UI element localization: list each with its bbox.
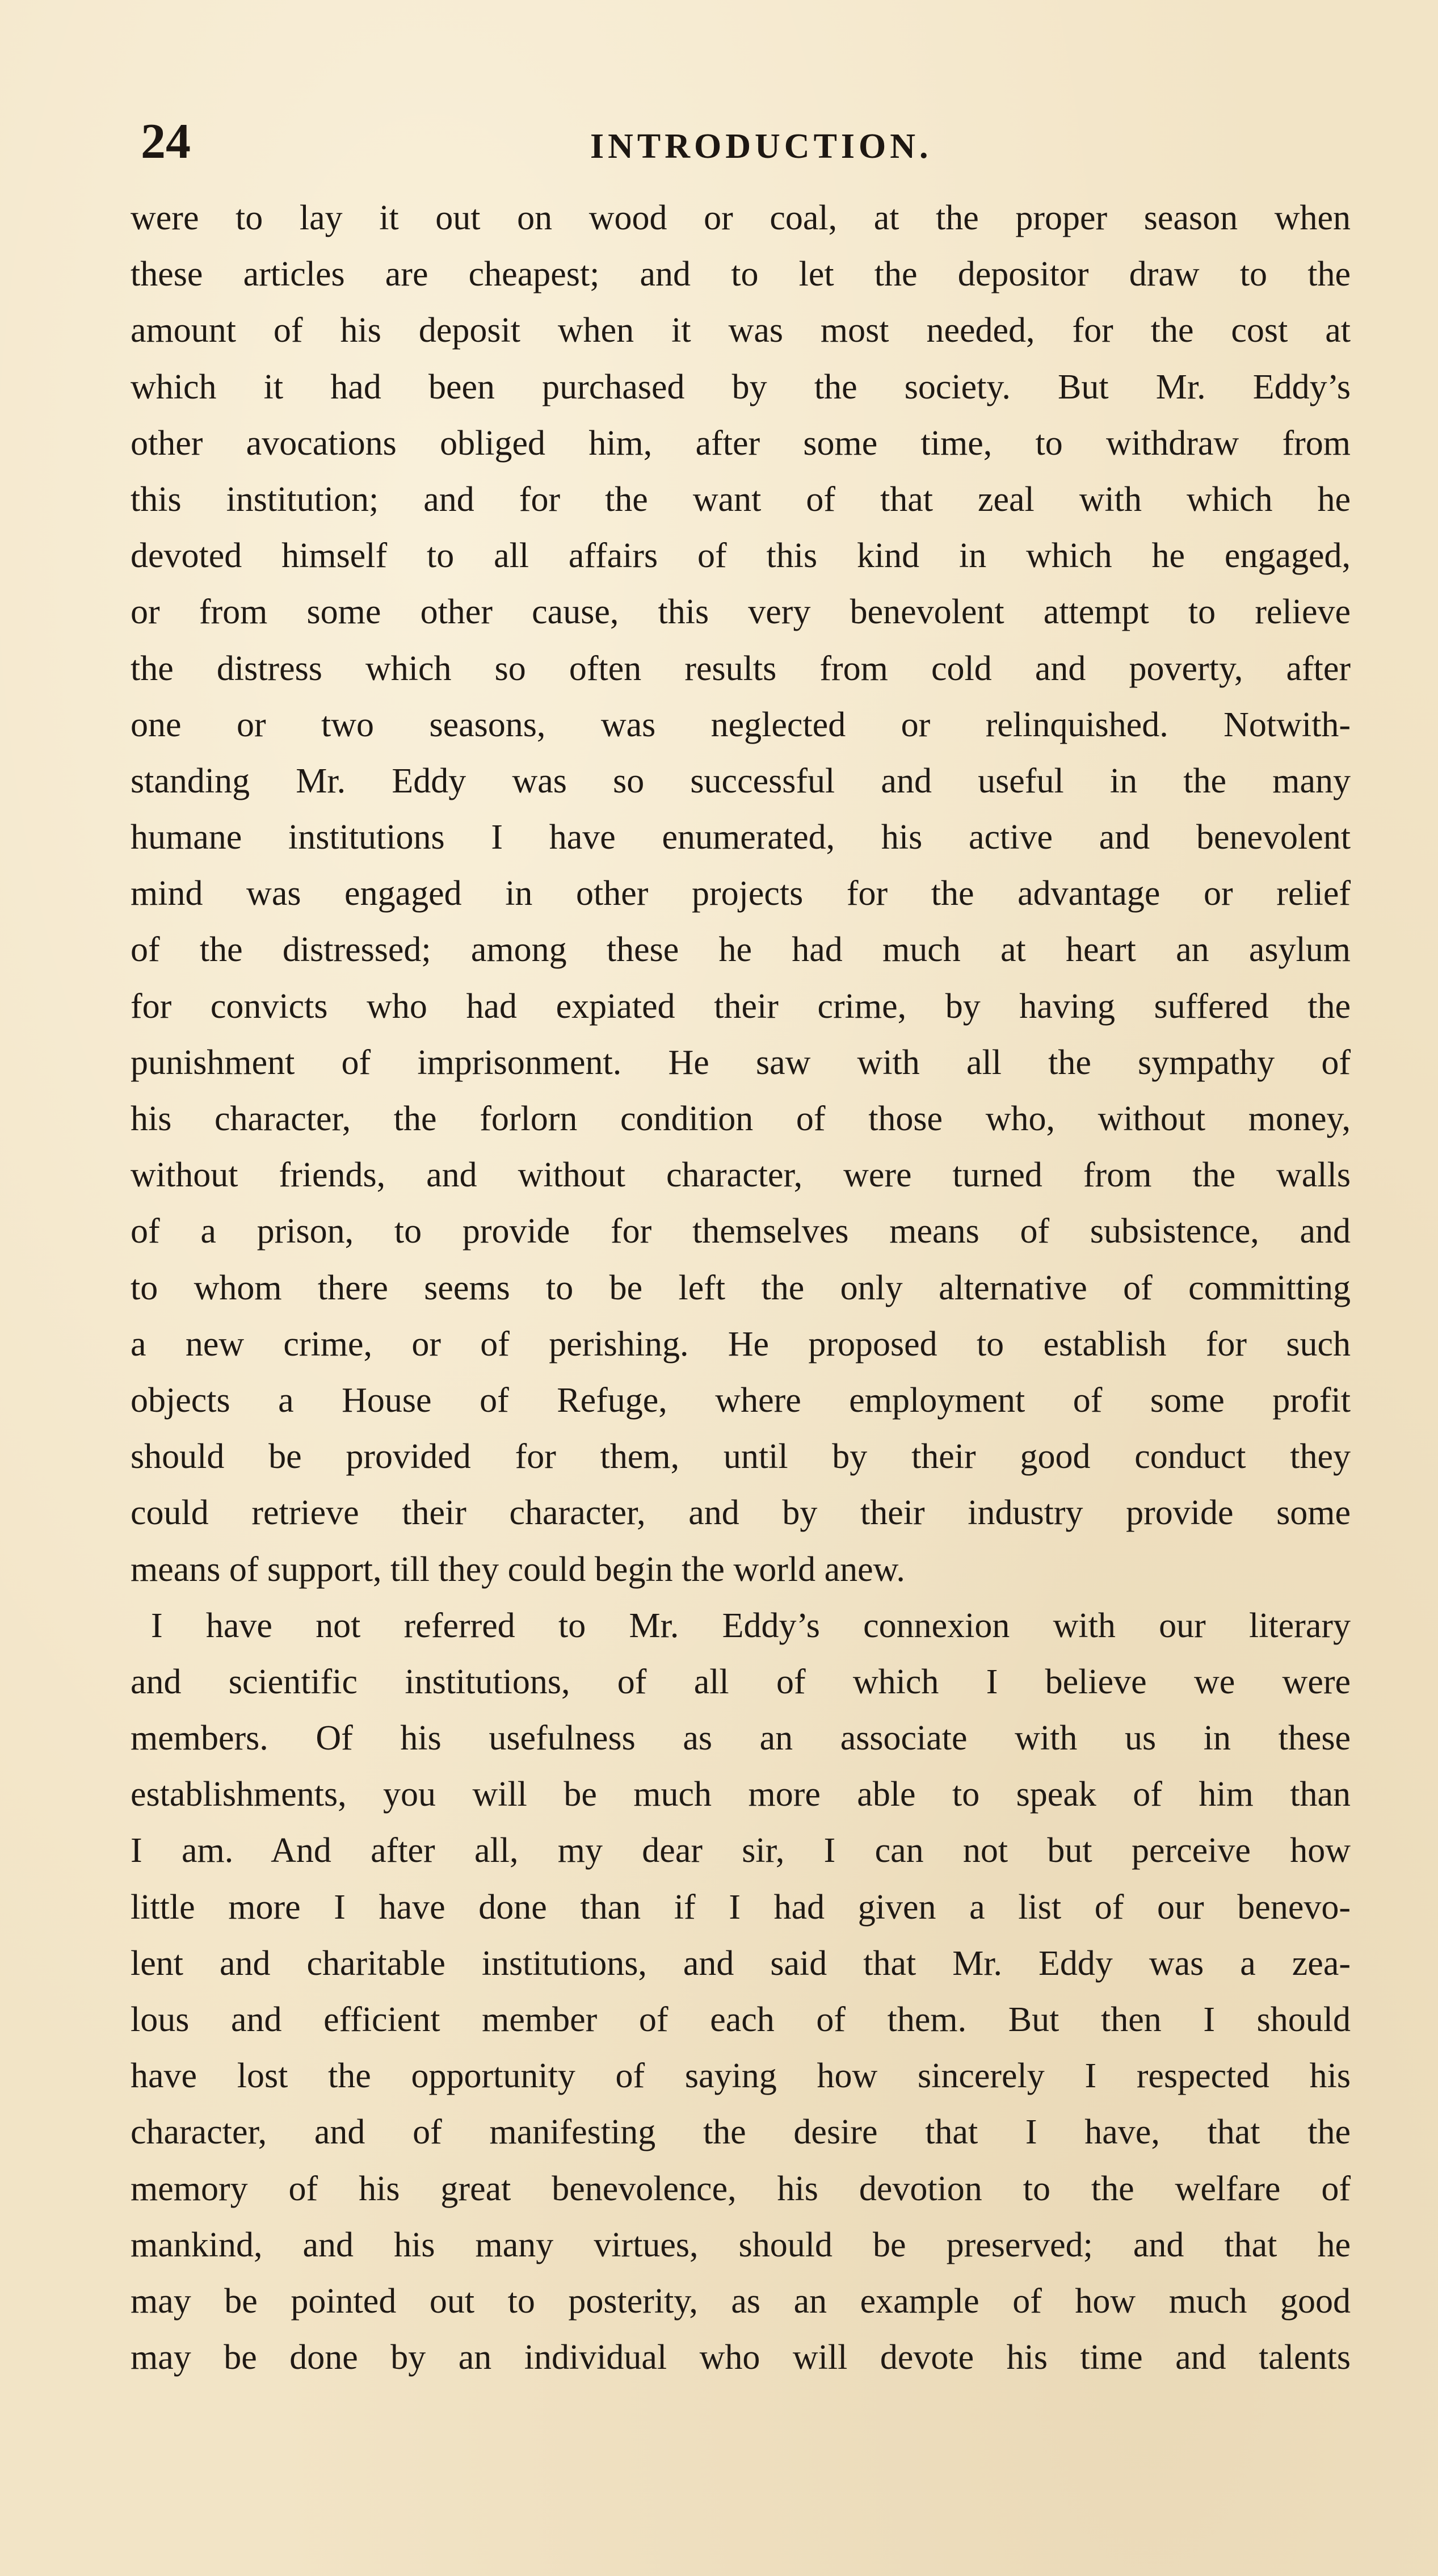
text-line: punishment of imprisonment. He saw with all the sympathy of [131,1043,1351,1082]
text-line: this institution; and for the want of that zeal with which he [131,480,1351,519]
text-line: standing Mr. Eddy was so successful and useful in the many [131,761,1351,800]
text-line: of the distressed; among these he had much at heart an asylum [131,930,1351,970]
text-line: character, and of manifesting the desire that I have, that the [131,2113,1351,2152]
text-line: for convicts who had expiated their crime, by having suffered the [131,987,1351,1026]
text-line: members. Of his usefulness as an associate with us in these [131,1719,1351,1758]
text-line: which it had been purchased by the society. But Mr. Eddy’s [131,367,1351,406]
text-line: objects a House of Refuge, where employment of some profit [131,1381,1351,1420]
page-header [0,111,1438,173]
text-line: little more I have done than if I had given a list of our benevo- [131,1887,1351,1927]
text-line: his character, the forlorn condition of those who, without money, [131,1100,1351,1138]
text-line: of a prison, to provide for themselves means of subsistence, and [131,1212,1351,1251]
text-line: a new crime, or of perishing. He proposed to establish for such [131,1324,1351,1363]
text-line: may be done by an individual who will devote his time and talents [131,2338,1351,2377]
text-line: mind was engaged in other projects for the advantage or relief [131,874,1351,913]
text-line: to whom there seems to be left the only alternative of committing [131,1268,1351,1307]
page-number: 24 [141,114,191,169]
text-line: without friends, and without character, were turned from the walls [131,1156,1351,1195]
text-line: memory of his great benevolence, his devotion to the welfare of [131,2169,1351,2208]
text-line: lent and charitable institutions, and said that Mr. Eddy was a zea- [131,1944,1351,1983]
running-head: INTRODUCTION. [590,127,932,166]
text-line: were to lay it out on wood or coal, at the proper season when [131,199,1351,237]
text-line: I have not referred to Mr. Eddy’s connexion with our literary [151,1606,1351,1645]
text-line: should be provided for them, until by their good conduct they [131,1437,1351,1476]
text-line: establishments, you will be much more able to speak of him than [131,1775,1351,1814]
text-line: mankind, and his many virtues, should be preserved; and that he [131,2225,1351,2264]
text-line: other avocations obliged him, after some time, to withdraw from [131,423,1351,463]
text-line: amount of his deposit when it was most needed, for the cost at [131,311,1351,350]
text-line: humane institutions I have enumerated, his active and benevolent [131,818,1351,857]
text-line: means of support, till they could begin the world anew. [131,1550,905,1589]
text-line: have lost the opportunity of saying how sincerely I respected his [131,2057,1351,2096]
text-line: could retrieve their character, and by their industry provide some [131,1493,1351,1533]
text-line: these articles are cheapest; and to let the depositor draw to the [131,255,1351,294]
text-line: lous and efficient member of each of them. But then I should [131,2000,1351,2039]
text-line: one or two seasons, was neglected or relinquished. Notwith- [131,705,1351,744]
text-line: the distress which so often results from cold and poverty, after [131,649,1351,688]
text-line: and scientific institutions, of all of which I believe we were [131,1662,1351,1701]
body-text [131,190,1351,2386]
text-line: or from some other cause, this very benevolent attempt to relieve [131,593,1351,632]
text-line: devoted himself to all affairs of this kind in which he engaged, [131,536,1351,576]
text-line: I am. And after all, my dear sir, I can not but perceive how [131,1831,1351,1870]
text-line: may be pointed out to posterity, as an example of how much good [131,2281,1351,2321]
